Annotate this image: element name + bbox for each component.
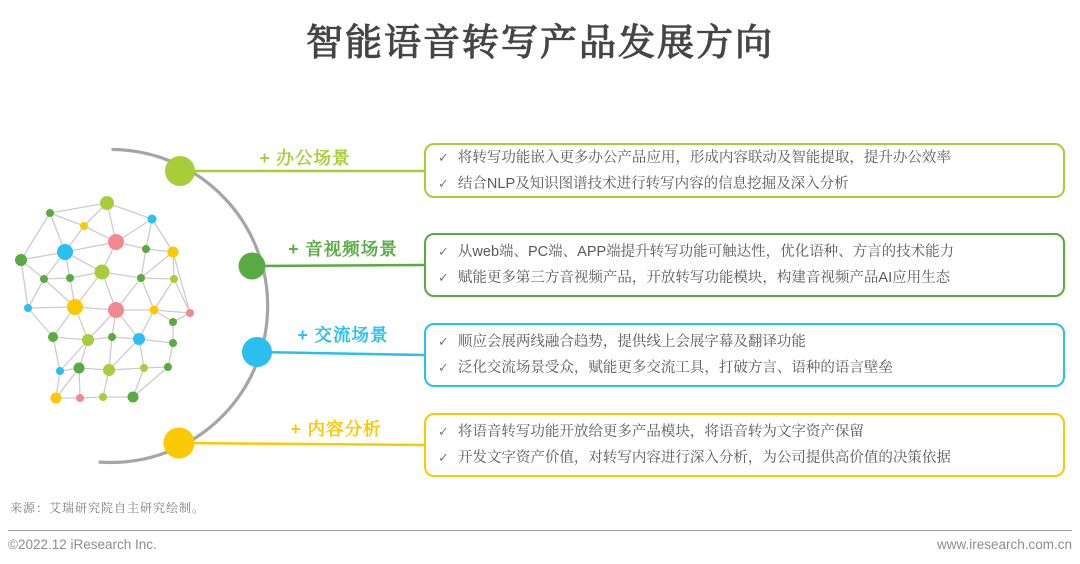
check-icon: ✓ [438, 149, 449, 165]
scene-dot-content-analysis [164, 428, 195, 459]
list-item [438, 419, 1051, 445]
network-node [148, 215, 157, 224]
connector-content-analysis [179, 443, 424, 445]
source-note: 来源：艾瑞研究院自主研究绘制。 [10, 501, 206, 515]
scene-dot-audio-video [239, 253, 266, 280]
network-node [140, 364, 148, 372]
check-icon: ✓ [438, 450, 449, 465]
connector-communication [257, 352, 424, 355]
network-node [108, 234, 124, 250]
network-node [80, 222, 88, 230]
network-node [170, 275, 178, 283]
network-node [103, 364, 115, 376]
check-icon: ✓ [438, 270, 449, 285]
section-label-communication: + 交流场景 [297, 325, 389, 345]
network-node [128, 392, 139, 403]
network-node [108, 302, 124, 318]
item-text: 将转写功能嵌入更多办公产品应用，形成内容联动及智能提取，提升办公效率 [457, 149, 951, 166]
check-icon: ✓ [438, 360, 449, 375]
network-node [67, 299, 83, 315]
network-node [164, 363, 172, 371]
network-node [137, 274, 145, 282]
network-node [51, 393, 62, 404]
network-node [108, 333, 116, 341]
network-node [142, 245, 150, 253]
connector-audio-video [252, 265, 424, 266]
communication-box [424, 323, 1065, 387]
item-text: 将语音转写功能开放给更多产品模块，将语音转为文字资产保留 [457, 424, 864, 440]
network-node [169, 339, 177, 347]
check-icon: ✓ [438, 424, 449, 439]
check-icon: ✓ [438, 244, 449, 259]
list-item [438, 239, 1051, 265]
network-node [48, 332, 58, 342]
list-item [438, 145, 1051, 171]
network-node [100, 196, 114, 210]
network-node [74, 363, 85, 374]
website-url: www.iresearch.com.cn [936, 537, 1072, 552]
section-label-content-analysis: + 内容分析 [290, 419, 382, 439]
item-text: 结合NLP及知识图谱技术进行转写内容的信息挖掘及深入分析 [457, 175, 849, 192]
item-text: 从web端、PC端、APP端提升转写功能可触达性，优化语种、方言的技术能力 [457, 244, 955, 260]
list-item [438, 329, 1051, 355]
network-node [150, 306, 159, 315]
list-item [438, 265, 1051, 291]
network-node [82, 334, 94, 346]
office-box [424, 143, 1065, 198]
network-node [168, 247, 179, 258]
content-analysis-box [424, 413, 1065, 477]
item-text: 顺应会展两线融合趋势，提供线上会展字幕及翻译功能 [457, 334, 806, 350]
network-node [46, 209, 54, 217]
network-node [56, 367, 64, 375]
copyright-text: ©2022.12 iResearch Inc. [8, 537, 157, 552]
network-node [24, 304, 32, 312]
page-title: 智能语音转写产品发展方向 [306, 22, 774, 63]
network-graph [15, 196, 194, 404]
network-node [40, 275, 48, 283]
section-label-audio-video: + 音视频场景 [288, 239, 398, 259]
network-node [133, 333, 145, 345]
check-icon: ✓ [438, 175, 449, 191]
list-item [438, 171, 1051, 197]
check-icon: ✓ [438, 334, 449, 349]
item-text: 开发文字资产价值，对转写内容进行深入分析，为公司提供高价值的决策依据 [457, 450, 951, 466]
list-item [438, 355, 1051, 381]
network-node [15, 254, 27, 266]
network-node [57, 244, 73, 260]
network-node [66, 274, 74, 282]
audio-video-box [424, 233, 1065, 297]
network-node [186, 309, 194, 317]
section-label-office: + 办公场景 [259, 148, 351, 168]
network-node [95, 265, 110, 280]
scene-dot-office [165, 156, 195, 186]
footer-divider [8, 530, 1072, 531]
item-text: 泛化交流场景受众，赋能更多交流工具，打破方言、语种的语言壁垒 [457, 360, 893, 376]
network-node [169, 318, 177, 326]
list-item [438, 445, 1051, 471]
network-node [76, 394, 84, 402]
network-node [99, 393, 107, 401]
item-text: 赋能更多第三方音视频产品，开放转写功能模块，构建音视频产品AI应用生态 [457, 270, 951, 286]
